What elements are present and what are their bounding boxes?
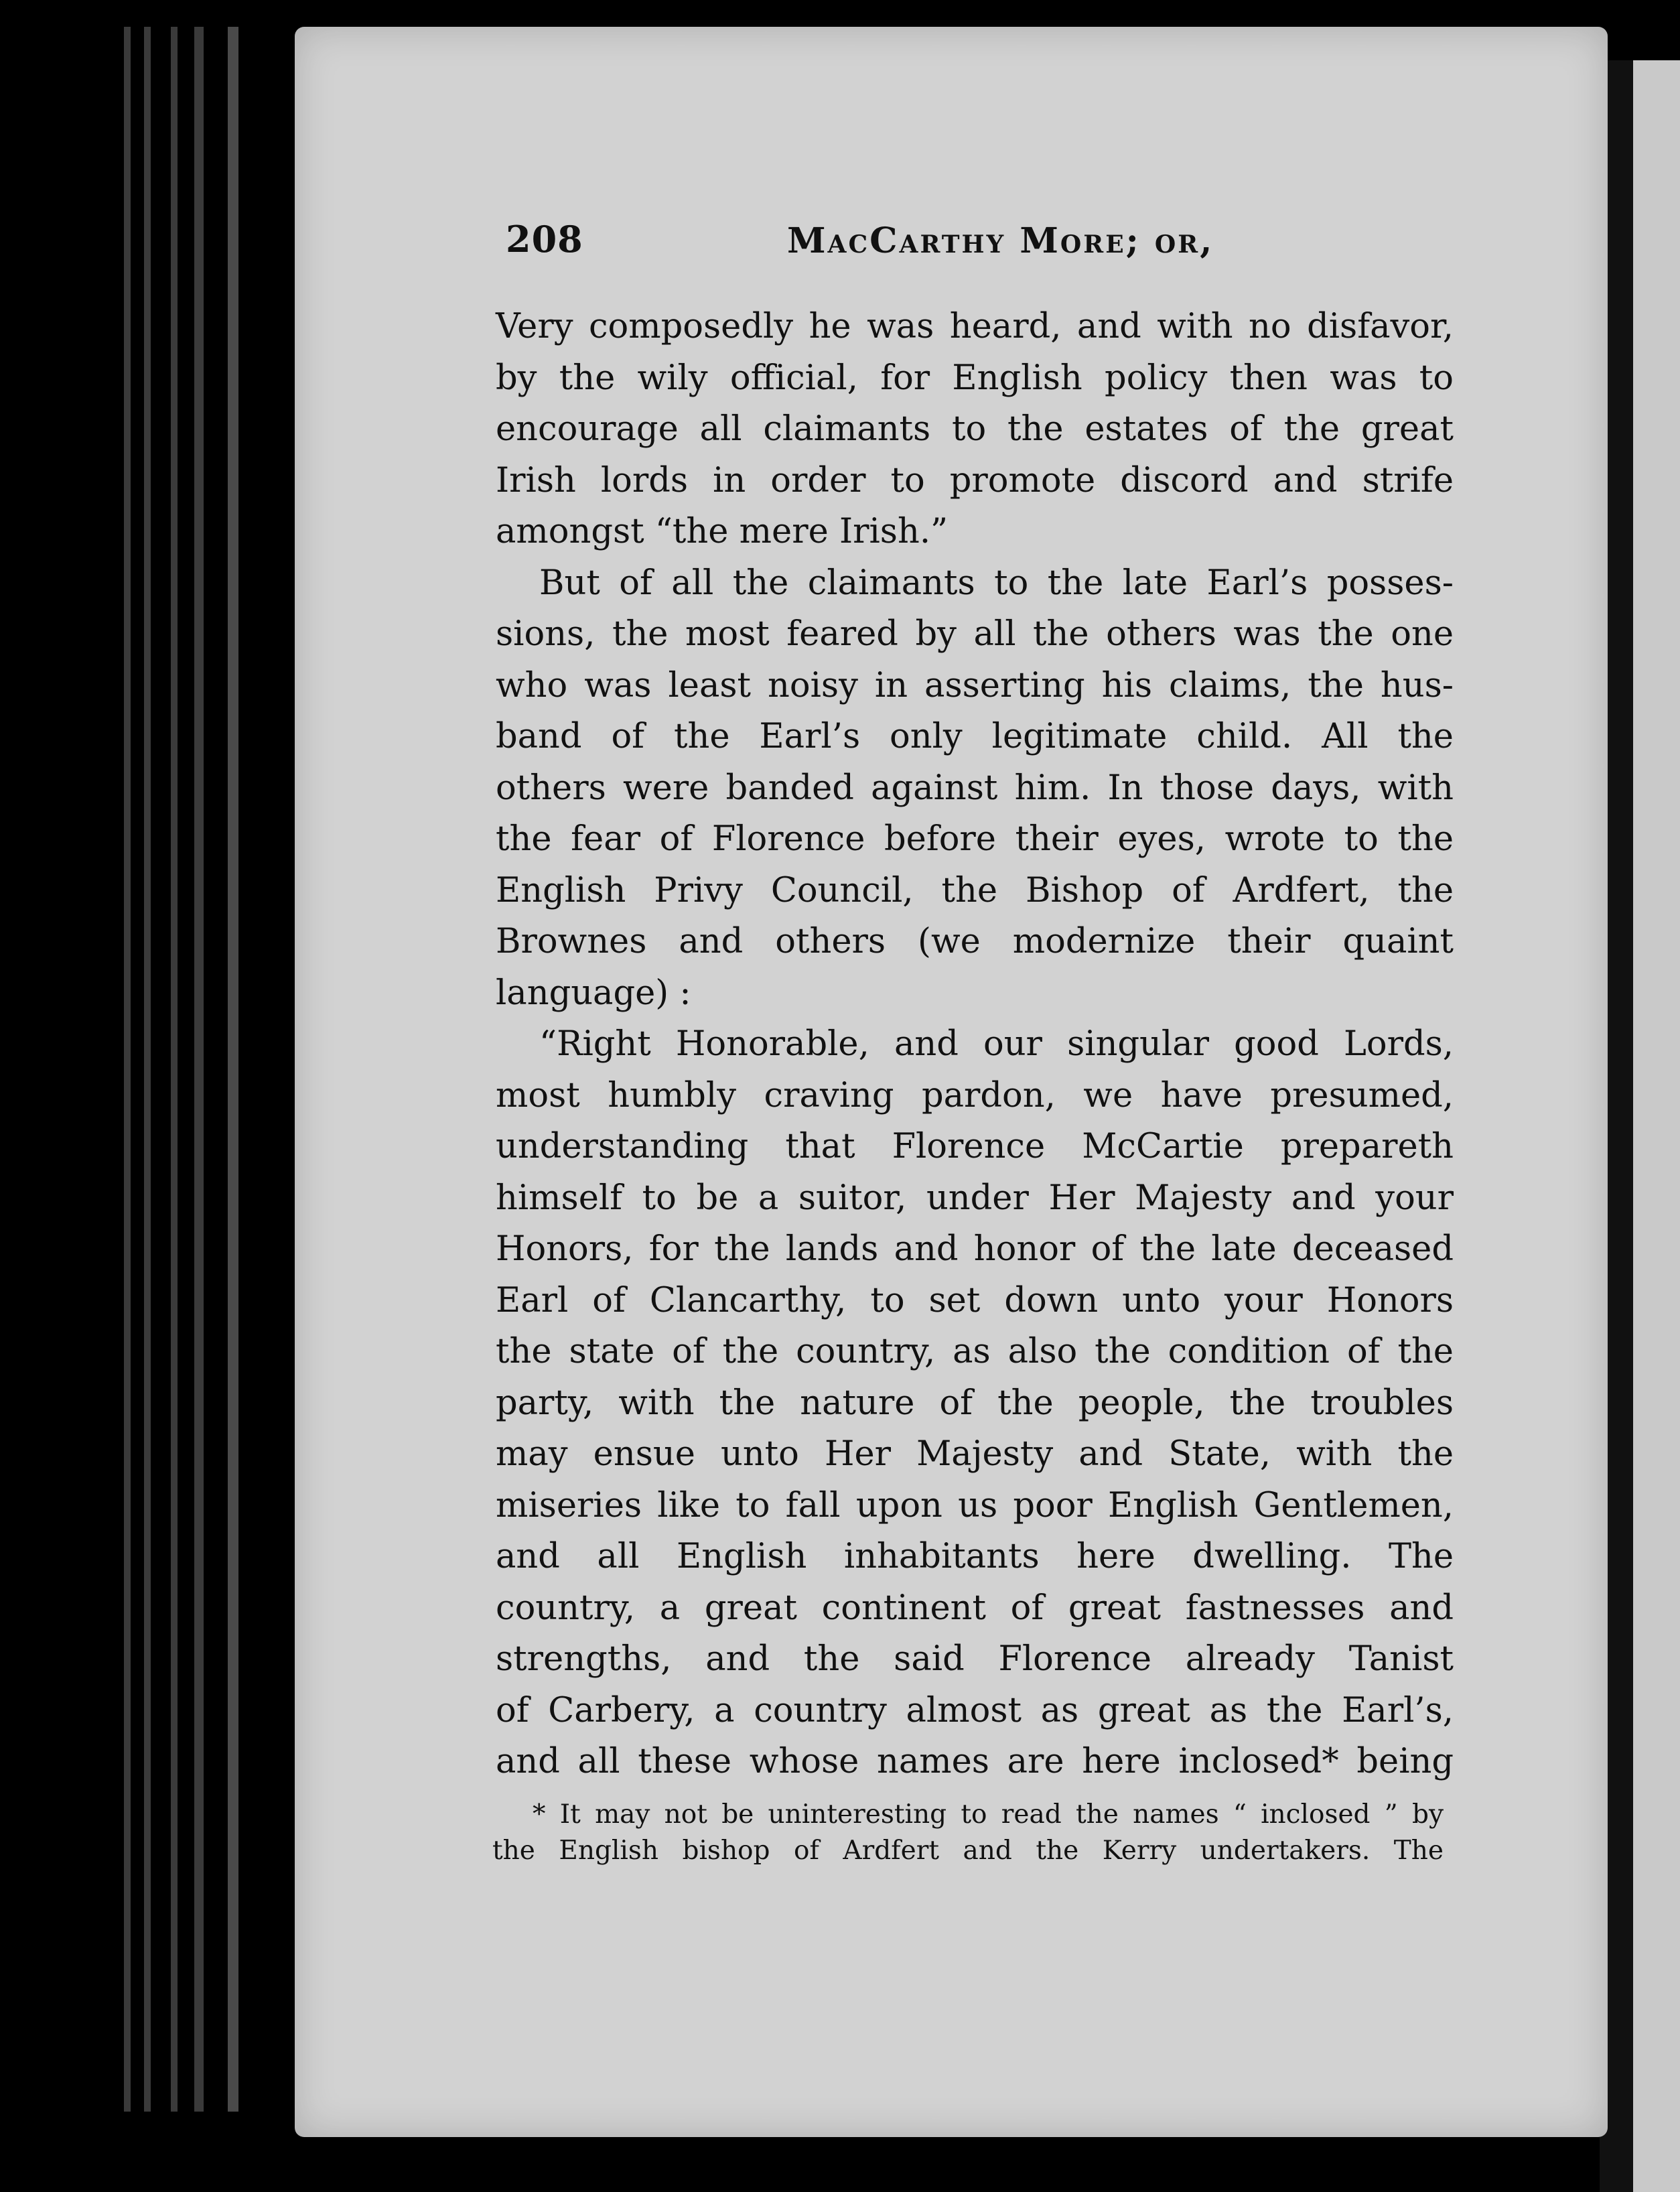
page-number: 208 [506, 218, 583, 261]
paragraph [496, 558, 1454, 1020]
text-line: himself to be a suitor, under Her Majesty and your [496, 1178, 1454, 1218]
text-line: miseries like to fall upon us poor English Gentlemen, [496, 1485, 1454, 1525]
text-line: “Right Honorable, and our singular good Lords, [539, 1024, 1454, 1064]
text-line: But of all the claimants to the late Earl’s posses- [539, 563, 1454, 603]
text-line: most humbly craving pardon, we have presumed, [496, 1075, 1454, 1115]
text-line: and all English inhabitants here dwelling. The [496, 1537, 1454, 1576]
text-line: by the wily official, for English policy then was to [496, 358, 1454, 398]
page-stack-edge [228, 27, 238, 2112]
text-line: band of the Earl’s only legitimate child. All the [496, 717, 1454, 756]
text-line: and all these whose names are here inclosed* being [496, 1742, 1454, 1781]
text-line: English Privy Council, the Bishop of Ardfert, the [496, 870, 1454, 910]
footnote [492, 1797, 1444, 1869]
text-line: sions, the most feared by all the others was the one [496, 614, 1454, 654]
footnote-line: * It may not be uninteresting to read the names “ inclosed ” by [533, 1799, 1444, 1830]
text-line: the fear of Florence before their eyes, wrote to the [496, 819, 1454, 859]
facing-page-edge [1633, 60, 1680, 2192]
text-line: Honors, for the lands and honor of the late deceased [496, 1229, 1454, 1269]
text-line: understanding that Florence McCartie prepareth [496, 1127, 1454, 1166]
text-line: who was least noisy in asserting his claims, the hus- [496, 665, 1454, 705]
book-page [295, 27, 1608, 2137]
text-line: Earl of Clancarthy, to set down unto your Honors [496, 1280, 1454, 1320]
page-stack-edge [124, 27, 131, 2112]
text-line: may ensue unto Her Majesty and State, with the [496, 1434, 1454, 1474]
paragraph [496, 1019, 1454, 1788]
text-line: of Carbery, a country almost as great as the Earl’s, [496, 1690, 1454, 1730]
text-line: Brownes and others (we modernize their quaint [496, 922, 1454, 961]
running-title: MacCarthy More; or, [787, 220, 1214, 261]
text-line: the state of the country, as also the condition of the [496, 1332, 1454, 1371]
text-line: encourage all claimants to the estates of the great [496, 409, 1454, 449]
text-line: others were banded against him. In those days, with [496, 768, 1454, 808]
body-text [496, 301, 1454, 1788]
text-line: Very composedly he was heard, and with no disfavor, [496, 307, 1454, 346]
page-stack-edge [194, 27, 204, 2112]
text-line: strengths, and the said Florence already Tanist [496, 1639, 1454, 1679]
page-stack-edge [171, 27, 178, 2112]
text-line: country, a great continent of great fastnesses and [496, 1588, 1454, 1628]
footnote-line: the English bishop of Ardfert and the Kerry undertakers. The [492, 1836, 1444, 1866]
running-head [506, 218, 1511, 285]
text-line: language) : [496, 973, 691, 1013]
text-line: amongst “the mere Irish.” [496, 512, 949, 551]
page-stack-edge [144, 27, 151, 2112]
text-line: party, with the nature of the people, the troubles [496, 1383, 1454, 1423]
text-line: Irish lords in order to promote discord and strife [496, 460, 1454, 500]
paragraph [496, 301, 1454, 558]
